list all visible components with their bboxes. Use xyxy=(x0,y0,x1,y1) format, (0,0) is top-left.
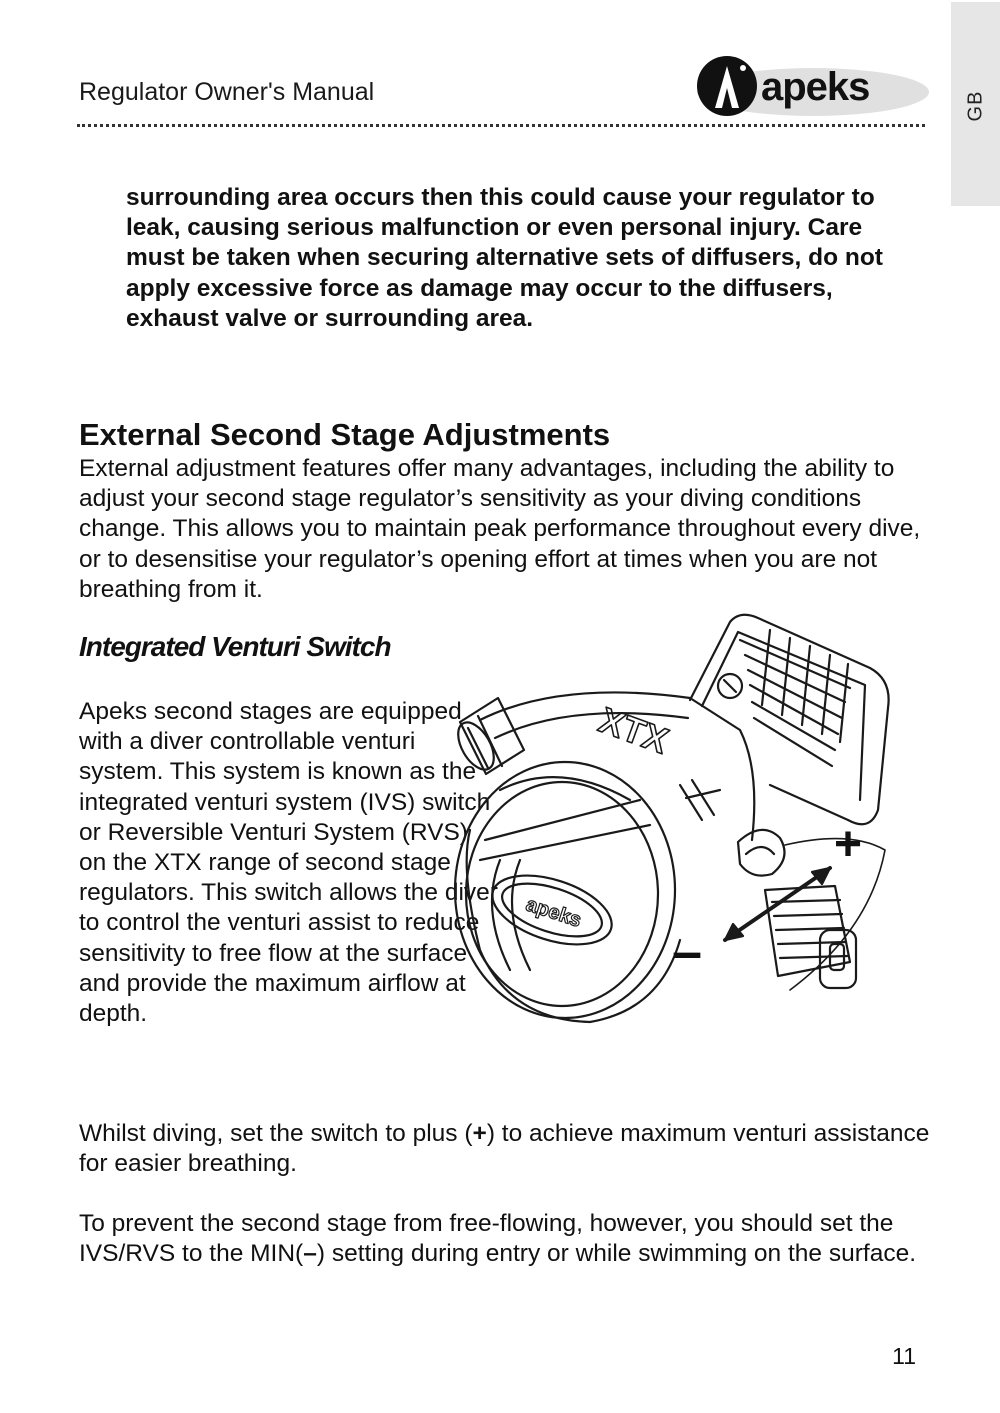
section-intro-paragraph: External adjustment features offer many advantages, including the ability to adjust your second stage regulator’s sensitivity as your diving conditions change. This allows you to maintain peak performance throughout every dive, or to desensitise your regulator’s opening effort at times when you are not breathing from it. xyxy=(79,455,921,603)
ivs-description-paragraph: Apeks second stages are equipped with a diver controllable venturi system. This system is known as the integrated venturi system (IVS) switch or Reversible Venturi System (RVS) on the XTX range of second stage regulators. This switch allows the diver to control the venturi assist to reduce sensitivity to free flow at the surface and provide the maximum airflow at depth. xyxy=(79,698,498,1028)
min-setting-paragraph xyxy=(79,1209,939,1269)
second-stage-regulator-illustration xyxy=(440,610,905,1040)
min-text-after: ) setting during entry or while swimming on the surface. xyxy=(316,1240,917,1268)
plus-label: + xyxy=(834,818,863,871)
plus-symbol: + xyxy=(472,1120,487,1147)
plus-text-before: Whilst diving, set the switch to plus ( xyxy=(79,1120,473,1147)
plus-text-after: ) to achieve maximum venturi assistance for easier breathing. xyxy=(79,1120,930,1178)
language-tab-label: GB xyxy=(964,90,986,122)
section-heading: External Second Stage Adjustments xyxy=(79,417,611,452)
brand-label: apeks xyxy=(523,893,584,932)
model-label: XTX xyxy=(593,698,674,762)
header-divider xyxy=(77,124,925,127)
min-symbol: – xyxy=(303,1240,317,1268)
housing xyxy=(480,692,754,840)
purge-cover xyxy=(455,762,680,1022)
page-number: 11 xyxy=(892,1343,916,1369)
hose-fitting xyxy=(451,698,524,776)
logo-text: apeks xyxy=(761,65,870,109)
plus-setting-paragraph xyxy=(79,1119,939,1179)
apeks-logo xyxy=(693,52,933,124)
min-text-before: To prevent the second stage from free-flowing, however, you should set the IVS/RVS to the MIN( xyxy=(79,1210,894,1268)
header-title: Regulator Owner's Manual xyxy=(79,78,375,106)
minus-label: – xyxy=(672,922,703,982)
mouthpiece xyxy=(690,615,889,824)
subsection-heading: Integrated Venturi Switch xyxy=(79,631,391,662)
warning-paragraph: surrounding area occurs then this could cause your regulator to leak, causing serious malfunction or even personal injury. Care must be taken when securing alternative sets of diffusers, do not apply excessive force as damage may occur to the diffusers, exhaust valve or surrounding area. xyxy=(126,184,883,332)
language-tab xyxy=(951,2,1000,206)
